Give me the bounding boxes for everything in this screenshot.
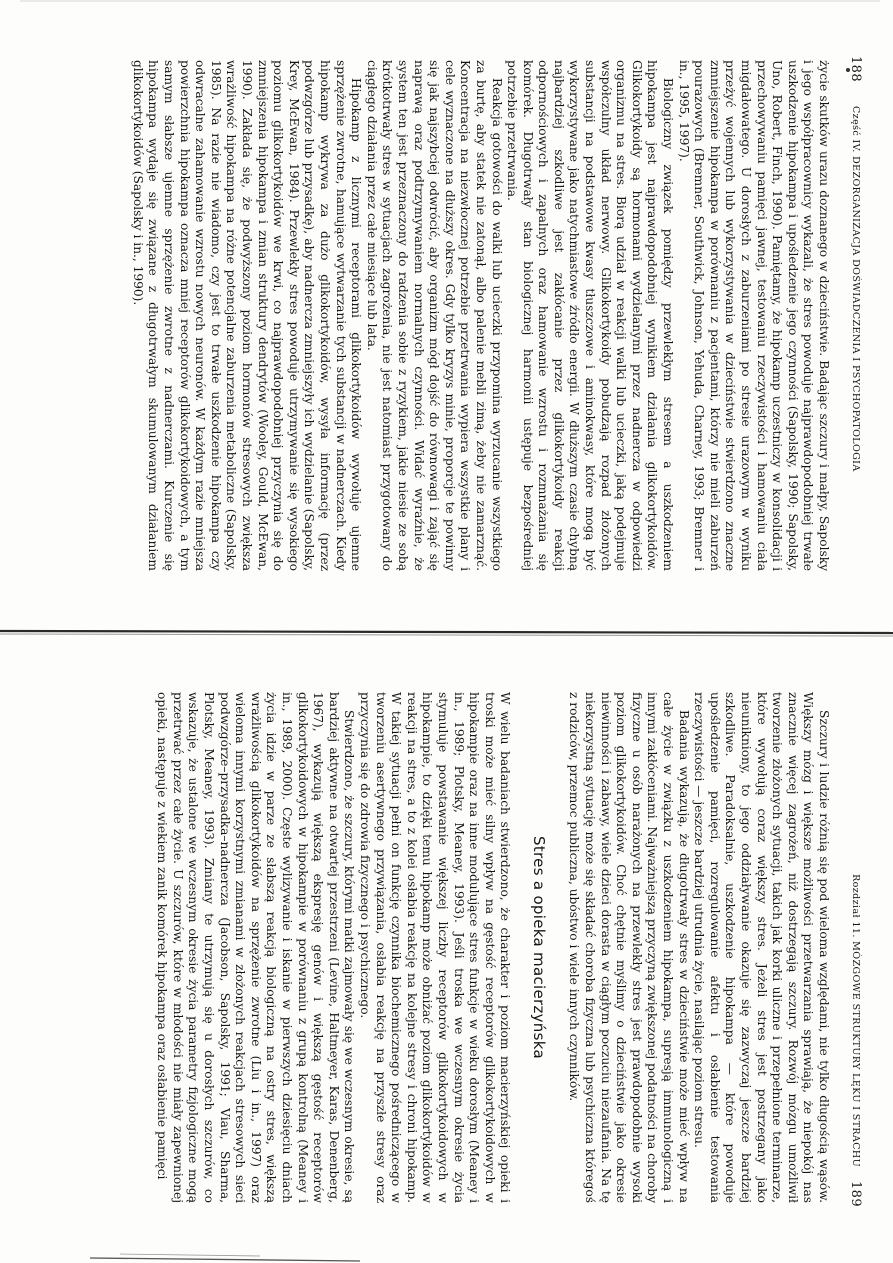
- page-189-content: [0, 632, 893, 1263]
- section-title: Stres a opieka macierzyńska: [529, 836, 548, 1059]
- running-head: Rozdział 11. MÓZGOWE STRUKTURY LĘKU I STRACHU: [850, 874, 861, 1167]
- paragraph: Stwierdzono, że szczury, którymi matki zajmowały się we wczesnym okresie, są bardziej aktywne na otwartej przestrzeni (Levine, Haltmeyer, Karas, Denenberg, 1967), wykazują większą ekspresję genów i większą gęstość receptorów glikokortykoidowych w hipokampie w porównaniu z grupą kontrolną (Meaney i in., 1989, 2000). Częste wylizywanie i iskanie w pierwszych dziesięciu dniach życia idzie w parze ze słabszą reakcją biologiczną na ostry stres, większą wrażliwością glikokortykoidów na sprzężenie zwrotne (Liu i in., 1997) oraz wieloma innymi korzystnymi zmianami w złożonych reakcjach stresowych sieci podwzgórze–przysadka–nadnercza (Jacobson, Sapolsky, 1991; Viau, Sharma, Plotsky, Meaney, 1993). Zmiany te utrzymują się u dorosłych szczurów, co wskazuje, że ustalone we wczesnym okresie życia parametry fizjologiczne mogą przetrwać przez całe życie. U szczurów, które w młodości nie miały zapewnionej opieki, następuje z wiekiem zanik komórek hipokampa oraz osłabienie pamięci: [155, 692, 357, 1203]
- page-body: [40, 60, 831, 571]
- page-189: [0, 632, 893, 1263]
- paragraph: Badania wykazują, że długotrwały stres w dzieciństwie może mieć wpływ na całe życie w związku z uszkodzeniem hipokampa, supresją immunologiczną i innymi zakłóceniami. Najważniejszą przyczyną zwiększonej podatności na choroby fizyczne u osób narażonych na przewlekły stres jest prawdopodobnie wysoki poziom glikokortykoidów. Choć chętnie myślimy o dzieciństwie jako okresie niewinności i zabawy, wiele dzieci dorasta w ciągłym poczuciu niezaufania. Na tę niekorzystną sytuację może się składać choroba fizyczna lub psychiczna któregoś z rodziców, przemoc publiczna, ubóstwo i wiele innych czynników.: [567, 692, 691, 1203]
- page-number: 189: [848, 1180, 863, 1207]
- paragraph: W wielu badaniach stwierdzono, że charakter i poziom macierzyńskiej opieki i troski może mieć silny wpływ na gęstość receptorów glikokortykoidowych w hipokampie oraz na inne modulujące stres funkcje w wieku dorosłym (Meaney i in., 1989; Plotsky, Meaney, 1993). Jeśli troska we wczesnym okresie życia stymuluje powstawanie większej liczby receptorów glikokortykoidowych w hipokampie, to dzięki temu hipokamp może obniżać poziom glikokortykoidów w reakcji na stres, a to z kolei osłabia reakcję na kolejne stresy i chroni hipokamp. W takiej sytuacji pełni on funkcję czynnika biochemicznego pośredniczącego w tworzeniu asertywnego przywiązania, osłabia reakcję na przyszłe stresy oraz przyczynia się do zdrowia fizycznego i psychicznego.: [357, 692, 513, 1203]
- paragraph: Szczury i ludzie różnią się pod wieloma względami, nie tylko długością wąsów. Większy mózg i większe możliwości przetwarzania sprawiają, że niepokój nas znacznie więcej zagrożeń, niż dostrzegają szczury. Rozwój mózgu umożliwił tworzenie złożonych sytuacji, takich jak korki uliczne i przepełnione terminarze, które wywołują coraz większy stres. Jeżeli stres jest postrzegany jako nieunikniony, to jego oddziaływanie okazuje się zazwyczaj jeszcze bardziej szkodliwe. Paradoksalnie, uszkodzenie hipokampa — które powoduje upośledzenie pamięci, rozregulowanie afektu i osłabienie testowania rzeczywistości — jeszcze bardziej utrudnia życie, nasilając poziom stresu.: [692, 692, 831, 1203]
- page-body: [40, 692, 831, 1203]
- running-header: [841, 56, 863, 575]
- page-188-content: [0, 0, 893, 631]
- page-number: 188: [848, 56, 863, 83]
- page-188: [0, 0, 893, 631]
- paragraph: Reakcja gotowości do walki lub ucieczki przypomina wyrzucanie wszystkiego za burtę, aby statek nie zatonął, albo palenie mebli zimą, żeby nie zamarznąć. Koncentracja na niezwłocznej potrzebie przetrwania wypiera wszystkie plany i cele wyznaczone na dłuższy okres. Gdy tylko kryzys minie, proporcje te powinny się jak najszybciej odwrócić, aby organizm mógł dojść do równowagi i zająć się naprawą oraz podtrzymywaniem normalnych czynności. Widać wyraźnie, że system ten jest przeznaczony do radzenia sobie z ryzykiem, jakie niesie ze sobą krótkotrwały stres w sytuacjach zagrożenia, nie jest natomiast przygotowany do ciągłego działania przez całe miesiące lub lata.: [364, 60, 504, 571]
- running-head: Część IV. DEZORGANIZACJA DOŚWIADCZENIA I PSYCHOPATOLOGIA: [850, 106, 861, 472]
- paragraph: Hipokamp z licznymi receptorami glikokortykoidów wywołuje ujemne sprzężenie zwrotne, hamujące wytwarzanie tych substancji w nadnerczach. Kiedy hipokamp wykrywa za dużo glikokortykoidów, wysyła informację (przez podwzgórze lub przysadkę), aby nadnercza zmniejszyły ich wydzielanie (Sapolsky, Krey, McEwan, 1984). Przewlekły stres powoduje utrzymywanie się wysokiego poziomu glikokortykoidów we krwi, co najprawdopodobniej przyczynia się do zmniejszenia hipokampa i zmian struktury dendrytów (Wooley, Gould, McEwan, 1990). Zakłada się, że podwyższony poziom hormonów stresowych zwiększa wrażliwość hipokampa na różne potencjalne zaburzenia metaboliczne (Sapolsky, 1985). Na razie nie wiadomo, czy jest to trwałe uszkodzenie hipokampa czy odwracalne zahamowanie wzrostu nowych neuronów. W każdym razie mniejsza powierzchnia hipokampa oznacza mniej receptorów glikokortykoidowych, a tym samym słabsze ujemne sprzężenie zwrotne z nadnerczami. Kurczenie się hipokampa wydaje się związane z długotrwałym skumulowanym działaniem glikokortykoidów (Sapolsky i in., 1990).: [130, 60, 364, 571]
- paragraph: Biologiczny związek pomiędzy przewlekłym stresem a uszkodzeniem hipokampa jest najprawdopodobniej wynikiem działania glikokortykoidów. Glikokortykoidy są hormonami wydzielanymi przez nadnercza w odpowiedzi organizmu na stres. Biorą udział w reakcji walki lub ucieczki, jaką podejmuje współczulny układ nerwowy. Glikokortykoidy pobudzają rozpad złożonych substancji na podstawowe kwasy tłuszczowe i aminokwasy, które mogą być wykorzystywane jako natychmiastowe źródło energii. W dłuższym czasie chybną najbardziej szkodliwe jest zakłócanie przez glikokortykoidy reakcji odpornościowych i zapalnych oraz hamowanie wzrostu i rozmnażania się komórek. Długotrwały stan biologicznej harmonii ustępuje bezpośredniej potrzebie przetrwania.: [505, 60, 676, 571]
- paragraph: życie skutków urazu doznanego w dzieciństwie. Badając szczury i małpy, Sapolsky i jego współpracownicy wykazali, że stres powoduje najprawdopodobniej trwałe uszkodzenie hipokampa i upośledzenie jego czynności (Sapolsky, 1990; Sapolsky, Uno, Robert, Finch, 1990). Pamiętamy, że hipokamp uczestniczy w konsolidacji i przechowywaniu pamięci jawnej, testowaniu rzeczywistości i hamowaniu ciała migdałowatego. U dorosłych z zaburzeniami po stresie urazowym w wyniku przeżyć wojennych lub wykorzystywania w dzieciństwie stwierdzono znaczne zmniejszenie hipokampa w porównaniu z pacjentami, którzy nie mieli zaburzeń pourazowych (Bremner, Southwick, Johnson, Yehuda, Charney, 1993; Bremner i in., 1995, 1997).: [676, 60, 831, 571]
- running-header: [841, 688, 863, 1207]
